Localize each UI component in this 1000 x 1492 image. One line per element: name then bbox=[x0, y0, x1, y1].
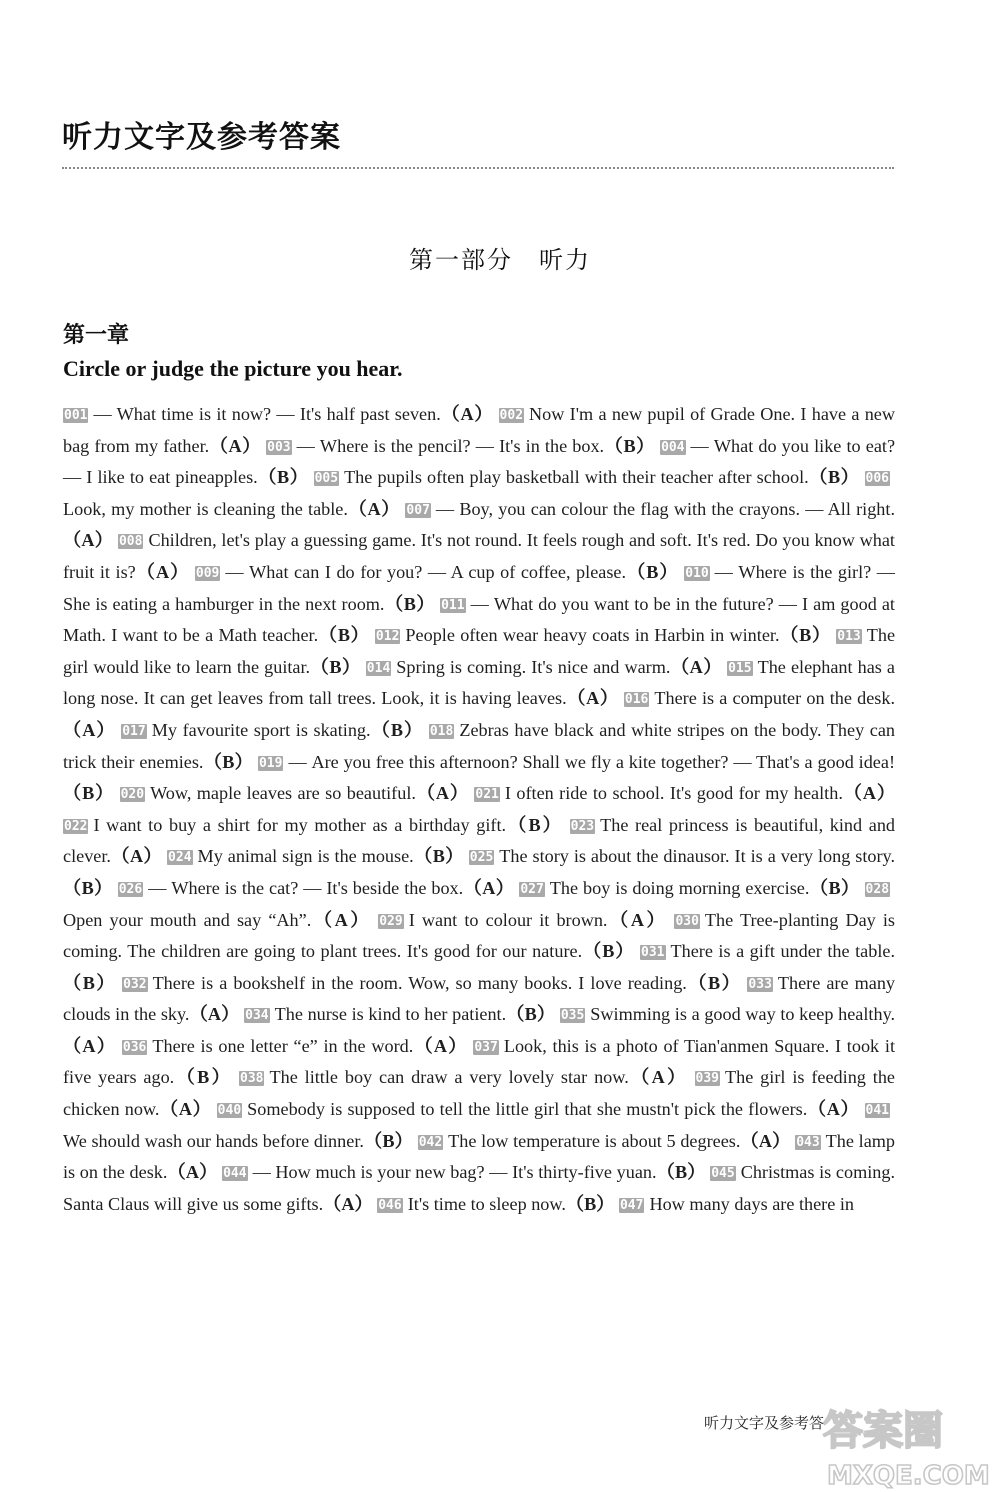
item-answer: （B） bbox=[656, 1162, 706, 1183]
item-number-badge: 044 bbox=[223, 1166, 247, 1182]
item-answer: （B） bbox=[565, 1193, 615, 1214]
item-text: There is a bookshelf in the room. Wow, so many books. I love reading. bbox=[152, 972, 687, 993]
item-answer: （A） bbox=[842, 783, 896, 804]
chapter-title: 第一章 bbox=[63, 322, 130, 348]
item-number-badge: 017 bbox=[122, 723, 146, 739]
item-text: Swimming is a good way to keep healthy. bbox=[590, 1004, 896, 1025]
item-number-badge: 021 bbox=[475, 787, 499, 803]
item-text: Christmas is coming. Santa Claus will give us some gifts. bbox=[63, 1162, 896, 1214]
item-answer: （B） bbox=[413, 846, 464, 867]
item-answer: （B） bbox=[384, 593, 436, 614]
item-answer: （A） bbox=[740, 1130, 791, 1151]
svg-text:MXQE.COM: MXQE.COM bbox=[827, 1461, 990, 1491]
item-answer: （A） bbox=[413, 1035, 468, 1056]
item-text: Wow, maple leaves are so beautiful. bbox=[150, 783, 416, 804]
item-number-badge: 009 bbox=[195, 565, 220, 581]
item-answer: （A） bbox=[63, 1035, 117, 1056]
item-answer: （A） bbox=[807, 1099, 860, 1120]
item-number-badge: 038 bbox=[240, 1071, 264, 1087]
item-answer: （A） bbox=[463, 877, 515, 898]
dotted-divider bbox=[62, 167, 894, 169]
item-number-badge: 002 bbox=[499, 408, 524, 423]
item-text: The pupils often play basketball with their teacher after school. bbox=[344, 467, 809, 488]
item-number-badge: 014 bbox=[366, 660, 391, 676]
item-answer: （A） bbox=[167, 1162, 218, 1183]
item-text: We should wash our hands before dinner. bbox=[63, 1130, 364, 1151]
item-number-badge: 045 bbox=[711, 1166, 735, 1182]
item-number-badge: 035 bbox=[560, 1008, 585, 1024]
item-answer: （A） bbox=[311, 909, 372, 930]
item-text: Look, this is a photo of Tian'anmen Square. I took it five years ago. bbox=[63, 1035, 895, 1088]
item-number-badge: 033 bbox=[748, 976, 772, 992]
item-answer: （B） bbox=[63, 972, 117, 993]
item-number-badge: 036 bbox=[122, 1039, 147, 1055]
item-answer: （A） bbox=[63, 719, 116, 740]
item-answer: （A） bbox=[189, 1004, 240, 1025]
item-text: My favourite sport is skating. bbox=[151, 719, 371, 740]
item-number-badge: 034 bbox=[245, 1008, 269, 1024]
item-text: The real princess is beautiful, kind and clever. bbox=[63, 814, 896, 867]
item-text: Look, my mother is cleaning the table. bbox=[63, 498, 348, 519]
item-answer: （A） bbox=[607, 909, 668, 930]
item-number-badge: 037 bbox=[474, 1039, 498, 1055]
item-number-badge: 018 bbox=[429, 723, 454, 739]
item-number-badge: 015 bbox=[728, 660, 752, 676]
item-number-badge: 046 bbox=[378, 1197, 402, 1213]
item-answer: （A） bbox=[628, 1067, 688, 1088]
item-answer: （B） bbox=[809, 877, 860, 898]
item-text: It's time to sleep now. bbox=[407, 1193, 566, 1214]
item-number-badge: 023 bbox=[570, 818, 595, 834]
item-answer: （A） bbox=[440, 404, 494, 424]
item-answer: （B） bbox=[63, 877, 113, 898]
item-text: There is one letter “e” in the word. bbox=[152, 1035, 414, 1056]
item-answer: （B） bbox=[203, 751, 254, 772]
item-text: There is a gift under the table. bbox=[670, 941, 895, 962]
item-answer: （A） bbox=[566, 688, 619, 709]
item-text: — How much is your new bag? — It's thirty-five yuan. bbox=[252, 1162, 657, 1183]
item-answer: （B） bbox=[318, 625, 370, 646]
item-text: The girl would like to learn the guitar. bbox=[63, 625, 896, 677]
item-answer: （B） bbox=[808, 467, 860, 488]
item-text: — Where is the girl? — She is eating a hamburger in the next room. bbox=[63, 561, 895, 614]
item-number-badge: 043 bbox=[796, 1134, 820, 1150]
item-text: — What time is it now? — It's half past seven. bbox=[93, 404, 441, 424]
item-number-badge: 022 bbox=[64, 818, 88, 834]
item-number-badge: 012 bbox=[375, 629, 400, 645]
item-answer: （A） bbox=[159, 1099, 212, 1120]
item-answer: （B） bbox=[686, 972, 742, 993]
item-text: The lamp is on the desk. bbox=[63, 1130, 896, 1183]
item-text: There are many clouds in the sky. bbox=[63, 972, 896, 1025]
item-text: Somebody is supposed to tell the little girl that she mustn't pick the flowers. bbox=[247, 1099, 808, 1120]
item-number-badge: 005 bbox=[314, 471, 339, 487]
footer-running-title: 听力文字及参考答 bbox=[704, 1414, 825, 1432]
item-text: The little boy can draw a very lovely star now. bbox=[269, 1067, 629, 1088]
item-text: Spring is coming. It's nice and warm. bbox=[396, 656, 671, 677]
item-text: — What do you like to eat? — I like to eat pineapples. bbox=[63, 435, 896, 488]
svg-text:答案圈: 答案圈 bbox=[823, 1408, 943, 1454]
item-text: — Where is the pencil? — It's in the box. bbox=[296, 435, 605, 456]
item-text: — What do you want to be in the future? — I am good at Math. I want to be a Math teacher. bbox=[63, 593, 895, 646]
item-number-badge: 031 bbox=[641, 945, 665, 961]
item-number-badge: 007 bbox=[406, 502, 430, 518]
page-title: 听力文字及参考答案 bbox=[62, 120, 341, 155]
item-answer: （A） bbox=[209, 435, 262, 456]
item-answer: （B） bbox=[174, 1067, 233, 1088]
item-answer: （A） bbox=[347, 498, 401, 519]
item-text: Zebras have black and white stripes on the body. They can trick their enemies. bbox=[63, 719, 895, 772]
item-number-badge: 013 bbox=[837, 629, 861, 645]
item-number-badge: 004 bbox=[661, 439, 685, 455]
item-text: — Boy, you can colour the flag with the crayons. — All right. bbox=[435, 498, 896, 519]
item-number-badge: 040 bbox=[217, 1103, 242, 1119]
item-answer: （B） bbox=[363, 1130, 413, 1151]
item-answer: （A） bbox=[135, 561, 190, 582]
item-text: Now I'm a new pupil of Grade One. I have a new bag from my father. bbox=[63, 404, 896, 456]
item-answer: （B） bbox=[257, 467, 309, 488]
item-number-badge: 039 bbox=[695, 1071, 720, 1087]
item-answer: （B） bbox=[310, 656, 361, 677]
item-text: There is a computer on the desk. bbox=[654, 688, 896, 709]
item-answer: （B） bbox=[506, 814, 563, 835]
item-text: I want to buy a shirt for my mother as a birthday gift. bbox=[93, 814, 507, 835]
item-text: My animal sign is the mouse. bbox=[197, 846, 414, 867]
part-title: 第一部分 听力 bbox=[409, 246, 591, 274]
item-text: I often ride to school. It's good for my health. bbox=[504, 783, 843, 804]
item-number-badge: 003 bbox=[267, 439, 291, 455]
item-number-badge: 029 bbox=[379, 913, 403, 929]
item-text: How many days are there in bbox=[649, 1193, 854, 1214]
answer-body-text bbox=[63, 399, 895, 1220]
item-answer: （B） bbox=[506, 1004, 556, 1025]
item-number-badge: 020 bbox=[120, 787, 145, 803]
item-text: — What can I do for you? — A cup of coffee, please. bbox=[225, 561, 627, 582]
item-answer: （B） bbox=[626, 561, 679, 582]
item-answer: （A） bbox=[670, 656, 723, 677]
item-text: The story is about the dinausor. It is a very long story. bbox=[499, 846, 895, 867]
item-number-badge: 006 bbox=[865, 471, 890, 487]
item-number-badge: 030 bbox=[675, 913, 699, 929]
item-number-badge: 028 bbox=[865, 881, 890, 897]
item-text: The Tree-planting Day is coming. The children are going to plant trees. It's good for our nature. bbox=[63, 909, 896, 962]
item-number-badge: 010 bbox=[685, 565, 709, 581]
item-number-badge: 041 bbox=[865, 1103, 890, 1119]
item-number-badge: 019 bbox=[258, 755, 283, 771]
item-answer: （A） bbox=[323, 1193, 373, 1214]
item-number-badge: 032 bbox=[123, 976, 147, 992]
item-text: The boy is doing morning exercise. bbox=[549, 877, 810, 898]
item-text: — Are you free this afternoon? Shall we fly a kite together? — That's a good idea! bbox=[288, 751, 896, 772]
item-number-badge: 024 bbox=[168, 850, 192, 866]
item-number-badge: 001 bbox=[64, 408, 88, 423]
item-text: The elephant has a long nose. It can get leaves from tall trees. Look, it is having leaves. bbox=[63, 656, 896, 709]
item-number-badge: 042 bbox=[418, 1134, 443, 1150]
item-number-badge: 011 bbox=[441, 597, 465, 613]
item-text: The low temperature is about 5 degrees. bbox=[448, 1130, 741, 1151]
item-text: I want to colour it brown. bbox=[408, 909, 608, 930]
watermark-logo bbox=[815, 1392, 1000, 1492]
item-answer: （B） bbox=[604, 435, 655, 456]
item-number-badge: 025 bbox=[469, 850, 494, 866]
item-number-badge: 008 bbox=[118, 534, 143, 550]
item-answer: （A） bbox=[63, 530, 114, 551]
item-answer: （B） bbox=[370, 719, 424, 740]
item-number-badge: 047 bbox=[619, 1197, 644, 1213]
item-answer: （A） bbox=[110, 846, 163, 867]
item-text: Children, let's play a guessing game. It's not round. It feels rough and soft. It's red. Do you know what fruit it is? bbox=[63, 530, 895, 582]
item-text: The girl is feeding the chicken now. bbox=[63, 1067, 895, 1120]
item-answer: （B） bbox=[779, 625, 831, 646]
item-text: Open your mouth and say “Ah”. bbox=[63, 909, 312, 930]
item-number-badge: 016 bbox=[624, 692, 649, 708]
item-text: The nurse is kind to her patient. bbox=[274, 1004, 507, 1025]
item-text: — Where is the cat? — It's beside the box. bbox=[148, 877, 464, 898]
item-text: People often wear heavy coats in Harbin in winter. bbox=[405, 625, 780, 646]
item-answer: （B） bbox=[582, 941, 635, 962]
item-answer: （A） bbox=[415, 783, 469, 804]
instruction-heading: Circle or judge the picture you hear. bbox=[63, 356, 403, 381]
item-answer: （B） bbox=[63, 783, 115, 804]
item-number-badge: 027 bbox=[520, 881, 544, 897]
item-number-badge: 026 bbox=[118, 881, 143, 897]
